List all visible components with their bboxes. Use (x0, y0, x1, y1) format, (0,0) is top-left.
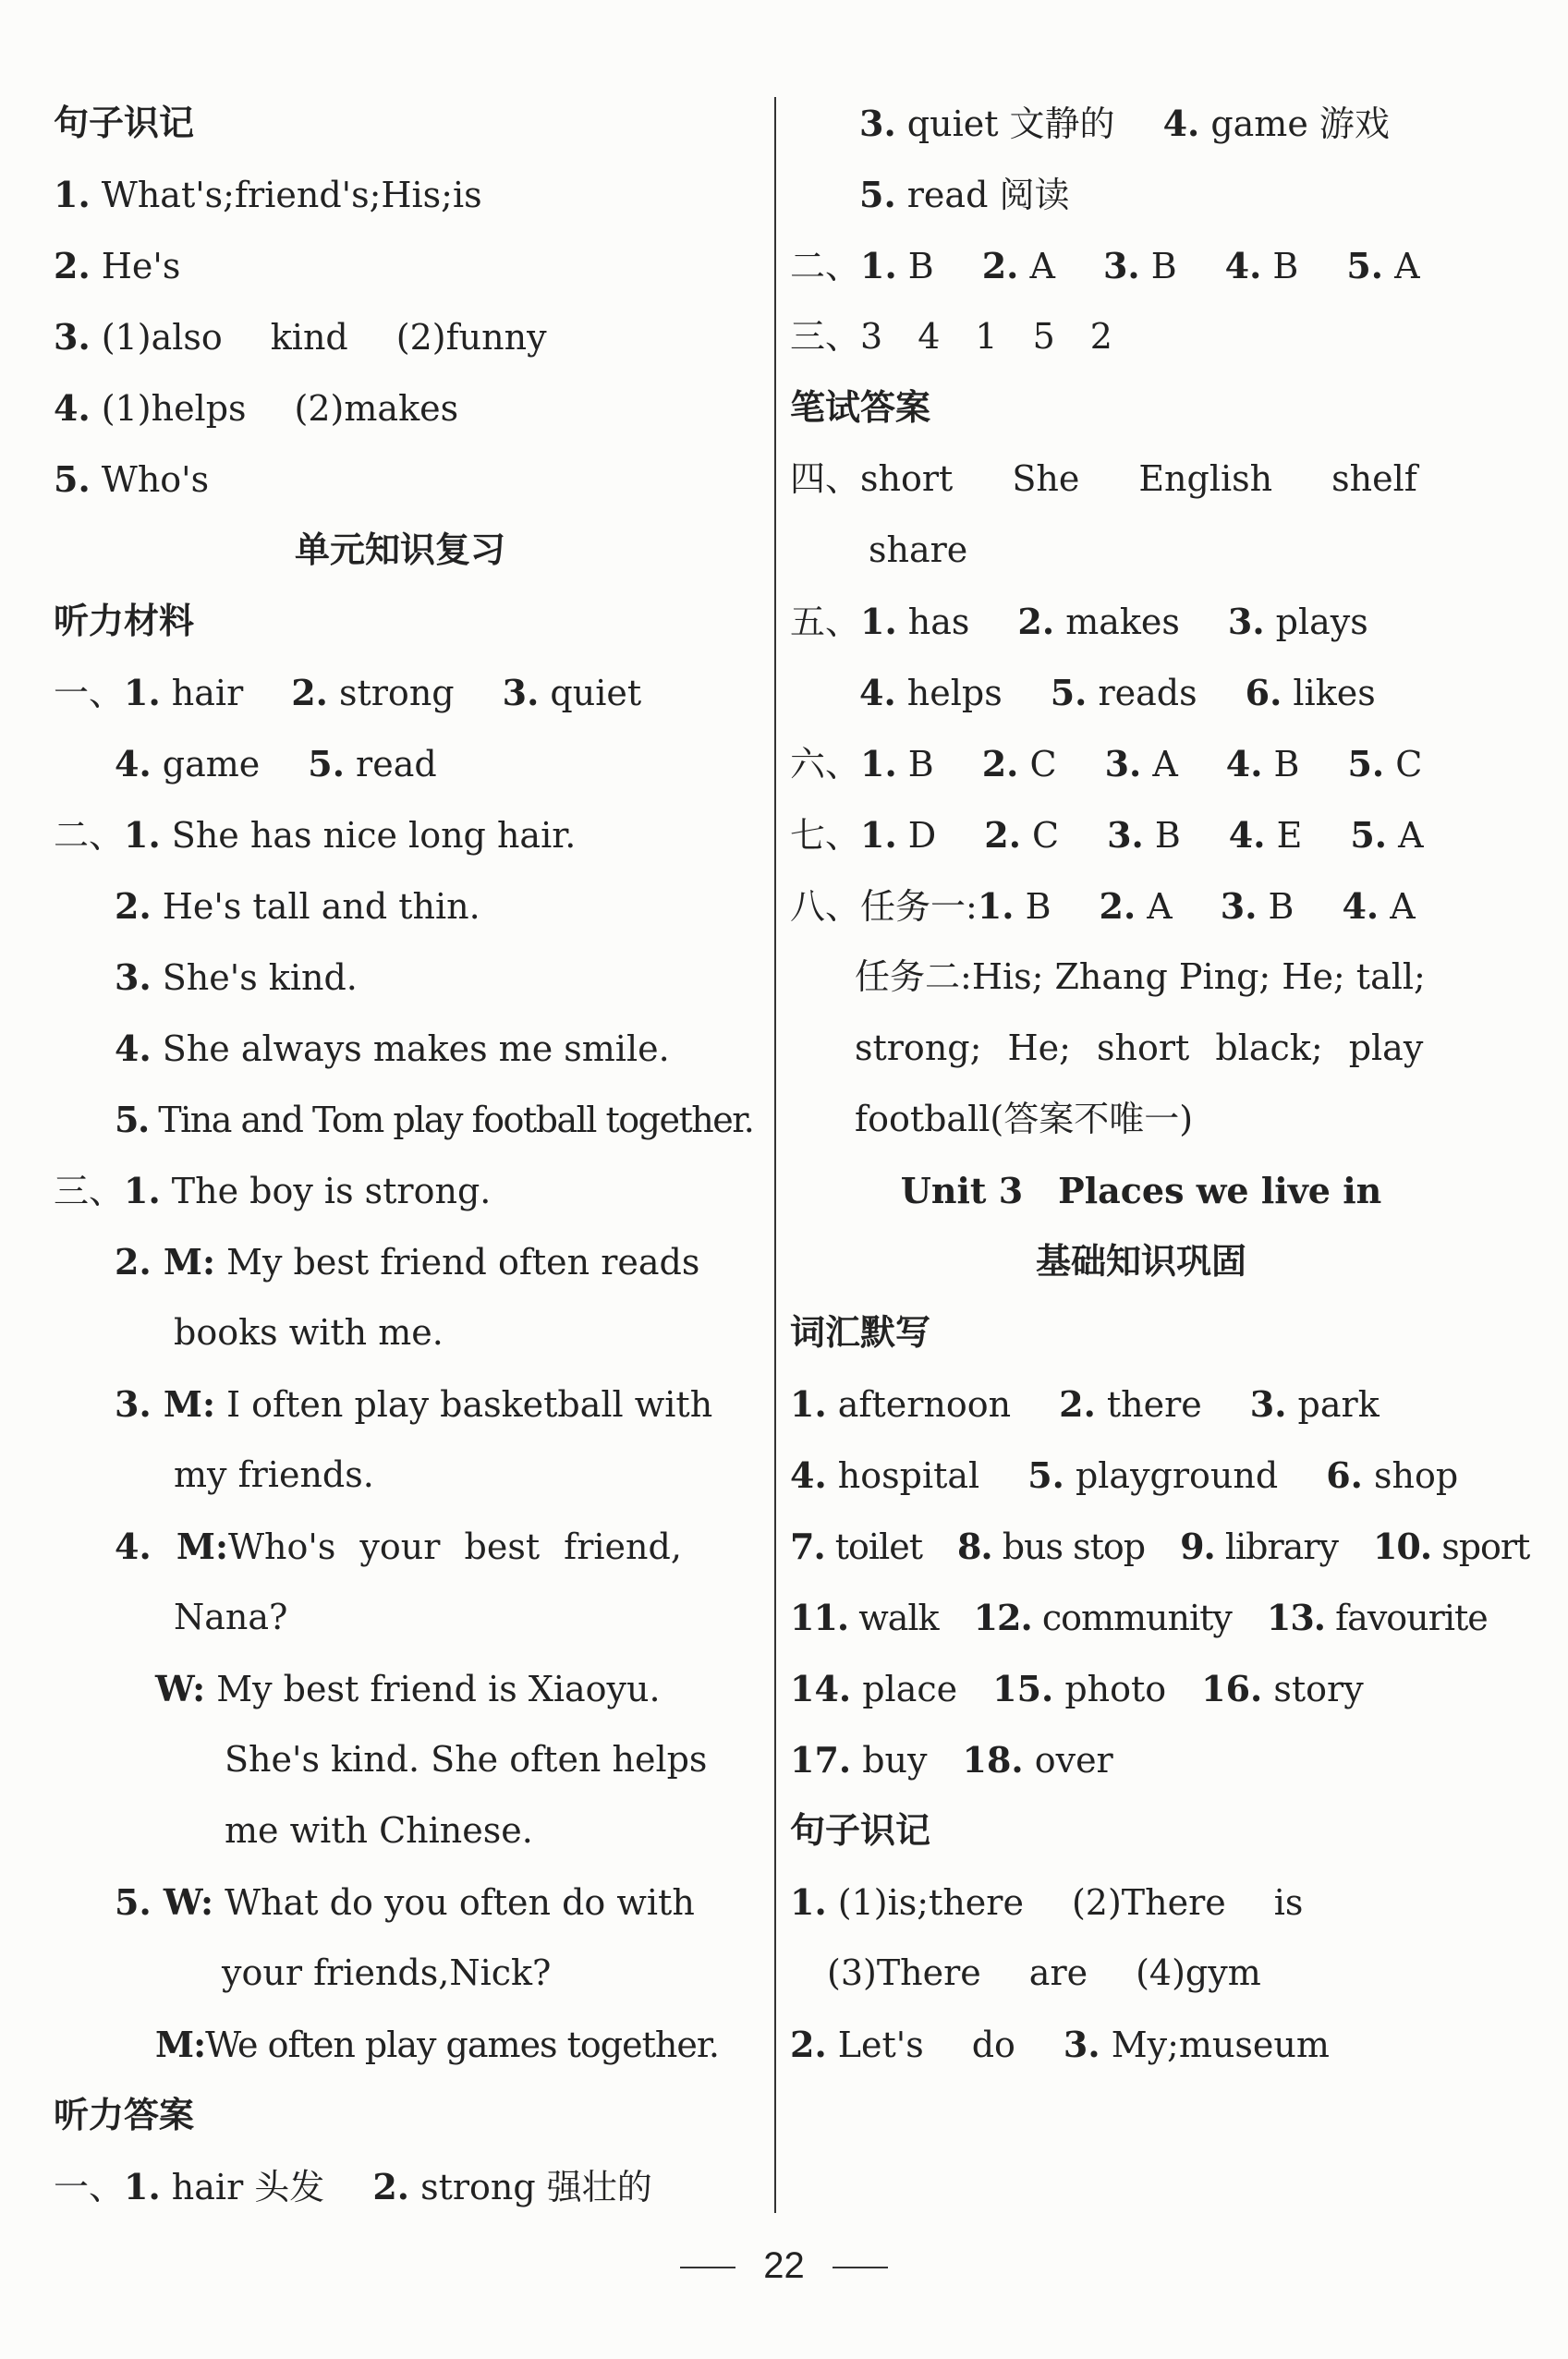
answer-line: 四、short She English shelf (790, 458, 1417, 499)
answer-line: 2. He's (54, 245, 181, 286)
answer-line: my friends. (174, 1454, 374, 1495)
answer-line: 七、1. D 2. C 3. B 4. E 5. A (790, 814, 1424, 856)
answer-line: 2. He's tall and thin. (115, 885, 480, 927)
answer-line: 一、1. hair 头发 2. strong 强壮的 (54, 2166, 652, 2207)
answer-line: 5. read 阅读 (859, 174, 1070, 215)
page-footer (0, 2245, 1568, 2287)
section-heading: 句子识记 (790, 1810, 931, 1851)
answer-line: (3)There are (4)gym (827, 1952, 1261, 1993)
answer-line: She's kind. She often helps (225, 1739, 708, 1780)
answer-line: 3. She's kind. (115, 956, 358, 998)
answer-line: W: My best friend is Xiaoyu. (155, 1668, 661, 1709)
answer-line: 4. M:Who's your best friend, (115, 1526, 682, 1567)
answer-line: 4. She always makes me smile. (115, 1028, 670, 1069)
section-title: 基础知识巩固 (1035, 1241, 1246, 1282)
answer-line: 5. Tina and Tom play football together. (115, 1099, 754, 1140)
answer-line: 4. (1)helps (2)makes (54, 387, 459, 429)
section-heading: 听力答案 (54, 2095, 195, 2135)
vocab-line: 11. walk 12. community 13. favourite (790, 1597, 1488, 1638)
answer-line: 3. quiet 文静的 4. game 游戏 (859, 103, 1390, 144)
answer-line: Nana? (174, 1597, 288, 1637)
answer-line: 三、3 4 1 5 2 (790, 316, 1112, 357)
vocab-line: 14. place 15. photo 16. story (790, 1668, 1364, 1709)
vocab-line: 17. buy 18. over (790, 1739, 1113, 1781)
answer-line: 5. Who's (54, 458, 210, 500)
answer-line: your friends,Nick? (222, 1952, 552, 1993)
left-column (54, 88, 754, 2222)
answer-line: 三、1. The boy is strong. (54, 1170, 492, 1211)
answer-line: 2. Let's do 3. My;museum (790, 2024, 1330, 2065)
page-number: 22 (763, 2245, 805, 2286)
answer-line: football(答案不唯一) (855, 1099, 1194, 1139)
answer-line: 1. What's;friend's;His;is (54, 174, 482, 215)
footer-dash (833, 2267, 888, 2268)
section-title: 单元知识复习 (294, 529, 505, 570)
answer-line: 二、1. She has nice long hair. (54, 814, 577, 856)
answer-line: share (869, 529, 968, 570)
answer-line: 二、1. B 2. A 3. B 4. B 5. A (790, 245, 1420, 286)
answer-line: 2. M: My best friend often reads (115, 1241, 700, 1283)
vocab-line: 4. hospital 5. playground 6. shop (790, 1454, 1459, 1496)
answer-line: strong; He; short black; play (855, 1028, 1424, 1068)
answer-line: 一、1. hair 2. strong 3. quiet (54, 672, 642, 713)
answer-line: me with Chinese. (225, 1810, 533, 1851)
answer-line: 3. (1)also kind (2)funny (54, 316, 547, 358)
answer-line: 4. helps 5. reads 6. likes (859, 672, 1376, 713)
section-heading: 句子识记 (54, 103, 195, 143)
unit-title: Unit 3 Places we live in (900, 1170, 1382, 1211)
section-heading: 笔试答案 (790, 387, 931, 428)
vocab-line: 7. toilet 8. bus stop 9. library 10. sport (790, 1526, 1530, 1567)
right-column (790, 88, 1530, 2080)
answer-line: 任务二:His; Zhang Ping; He; tall; (855, 956, 1426, 997)
answer-line: 3. M: I often play basketball with (115, 1383, 713, 1425)
answer-line: 4. game 5. read (115, 743, 437, 784)
section-heading: 词汇默写 (790, 1312, 931, 1353)
section-heading: 听力材料 (54, 601, 195, 641)
vocab-line: 1. afternoon 2. there 3. park (790, 1383, 1380, 1425)
answer-line: M:We often play games together. (155, 2024, 719, 2065)
answer-line: 六、1. B 2. C 3. A 4. B 5. C (790, 743, 1423, 784)
column-divider (774, 97, 776, 2213)
answer-line: books with me. (174, 1312, 444, 1353)
answer-line: 八、任务一:1. B 2. A 3. B 4. A (790, 885, 1416, 927)
footer-dash (680, 2267, 735, 2268)
answer-line: 1. (1)is;there (2)There is (790, 1881, 1304, 1923)
answer-line: 五、1. has 2. makes 3. plays (790, 601, 1368, 642)
answer-line: 5. W: What do you often do with (115, 1881, 695, 1923)
